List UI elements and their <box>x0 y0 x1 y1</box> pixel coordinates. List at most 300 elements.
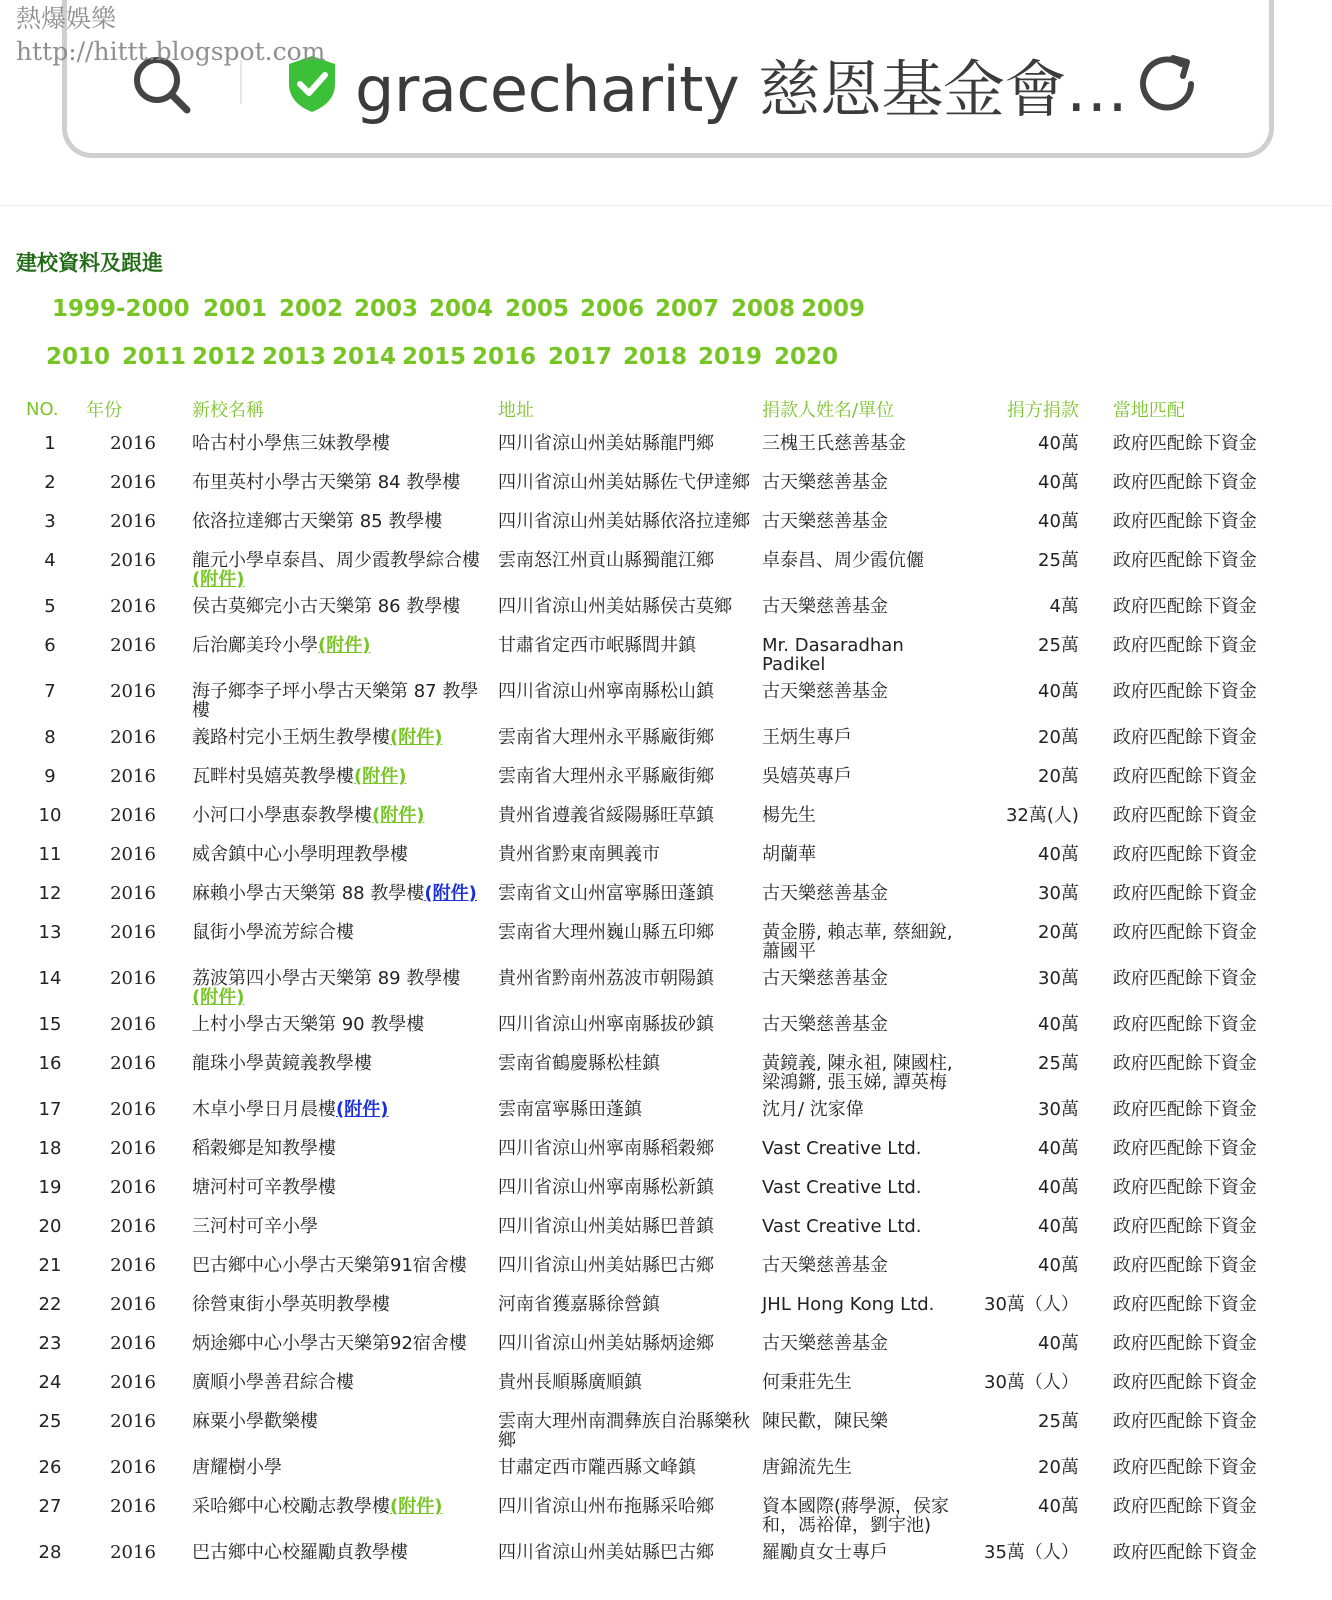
url-text[interactable]: gracecharity 慈恩基金會… <box>355 53 1128 126</box>
cell-no: 14 <box>38 968 62 989</box>
cell-match: 政府匹配餘下資金 <box>1112 805 1257 826</box>
reload-icon[interactable] <box>1133 50 1201 118</box>
cell-no: 17 <box>38 1099 62 1120</box>
table-row <box>20 759 1263 798</box>
cell-match: 政府匹配餘下資金 <box>1112 550 1257 571</box>
cell-match: 政府匹配餘下資金 <box>1112 883 1257 904</box>
cell-amount: 25萬 <box>1038 1053 1079 1074</box>
cell-address: 四川省涼山州美姑縣巴古鄉 <box>498 1255 714 1276</box>
cell-school-name <box>186 1326 492 1365</box>
cell-year: 2016 <box>110 1496 156 1517</box>
cell-donor: 古天樂慈善基金 <box>762 1255 888 1276</box>
cell-amount: 40萬 <box>1038 1496 1079 1517</box>
cell-no: 25 <box>38 1411 62 1432</box>
cell-amount: 40萬 <box>1038 844 1079 865</box>
year-link-2019[interactable]: 2019 <box>698 344 763 370</box>
school-name: 鼠街小學流芳綜合樓 <box>192 922 354 943</box>
year-link-2003[interactable]: 2003 <box>354 296 419 322</box>
table-row <box>20 1404 1263 1450</box>
year-link-2004[interactable]: 2004 <box>429 296 494 322</box>
cell-amount: 40萬 <box>1038 1333 1079 1354</box>
cell-no: 3 <box>44 511 56 532</box>
cell-match: 政府匹配餘下資金 <box>1112 1138 1257 1159</box>
cell-donor: 陳民歡，陳民樂 <box>762 1411 888 1432</box>
cell-amount: 20萬 <box>1038 727 1079 748</box>
cell-year: 2016 <box>110 1333 156 1354</box>
year-link-2012[interactable]: 2012 <box>192 344 257 370</box>
header-divider <box>0 205 1332 206</box>
attachment-link[interactable]: (附件) <box>354 766 407 787</box>
table-row <box>20 543 1263 589</box>
cell-donor: 古天樂慈善基金 <box>762 1333 888 1354</box>
school-name: 木卓小學日月晨樓 <box>192 1099 336 1120</box>
cell-address: 雲南省大理州永平縣廠街鄉 <box>498 766 714 787</box>
cell-year: 2016 <box>110 1138 156 1159</box>
cell-address: 貴州長順縣廣順鎮 <box>498 1372 642 1393</box>
cell-address: 四川省涼山州美姑縣侯古莫鄉 <box>498 596 732 617</box>
cell-year: 2016 <box>110 635 156 656</box>
cell-no: 11 <box>38 844 62 865</box>
table-row <box>20 426 1263 465</box>
school-name: 小河口小學惠泰教學樓 <box>192 805 372 826</box>
year-links-row-1 <box>52 296 1152 322</box>
cell-donor: 王炳生專戶 <box>762 727 852 748</box>
cell-amount: 40萬 <box>1038 472 1079 493</box>
cell-no: 26 <box>38 1457 62 1478</box>
cell-donor: 胡蘭華 <box>762 844 816 865</box>
cell-match: 政府匹配餘下資金 <box>1112 766 1257 787</box>
cell-match: 政府匹配餘下資金 <box>1112 511 1257 532</box>
table-row <box>20 1131 1263 1170</box>
cell-address: 雲南省大理州永平縣廠街鄉 <box>498 727 714 748</box>
cell-year: 2016 <box>110 1053 156 1074</box>
cell-school-name <box>186 876 492 915</box>
school-name: 巴古鄉中心小學古天樂第91宿舍樓 <box>192 1255 467 1276</box>
year-links-row-2 <box>46 344 1146 370</box>
cell-no: 13 <box>38 922 62 943</box>
cell-address: 四川省涼山州美姑縣依洛拉達鄉 <box>498 511 750 532</box>
cell-address: 四川省涼山州美姑縣巴普鎮 <box>498 1216 714 1237</box>
cell-amount: 40萬 <box>1038 1216 1079 1237</box>
cell-amount: 35萬（人） <box>984 1542 1079 1563</box>
col-header-name: 新校名稱 <box>192 400 264 421</box>
cell-match: 政府匹配餘下資金 <box>1112 1014 1257 1035</box>
cell-year: 2016 <box>110 727 156 748</box>
cell-school-name <box>186 759 492 798</box>
cell-year: 2016 <box>110 844 156 865</box>
table-row <box>20 674 1263 720</box>
cell-no: 12 <box>38 883 62 904</box>
cell-address: 雲南省鶴慶縣松桂鎮 <box>498 1053 660 1074</box>
cell-school-name <box>186 543 492 589</box>
cell-match: 政府匹配餘下資金 <box>1112 1457 1257 1478</box>
cell-no: 24 <box>38 1372 62 1393</box>
cell-year: 2016 <box>110 550 156 571</box>
cell-school-name <box>186 1046 492 1092</box>
cell-school-name <box>186 915 492 961</box>
cell-address: 雲南省大理州巍山縣五印鄉 <box>498 922 714 943</box>
cell-year: 2016 <box>110 681 156 702</box>
cell-match: 政府匹配餘下資金 <box>1112 844 1257 865</box>
year-link-2013[interactable]: 2013 <box>262 344 327 370</box>
cell-year: 2016 <box>110 1014 156 1035</box>
table-row <box>20 837 1263 876</box>
cell-school-name <box>186 1535 492 1574</box>
cell-donor: 古天樂慈善基金 <box>762 472 888 493</box>
cell-match: 政府匹配餘下資金 <box>1112 1294 1257 1315</box>
school-name: 荔波第四小學古天樂第 89 教學樓 <box>192 968 461 989</box>
cell-donor: 黃金勝, 賴志華, 蔡細銳, 蕭國平 <box>762 922 953 962</box>
cell-year: 2016 <box>110 511 156 532</box>
col-header-amount: 捐方捐款 <box>1006 400 1079 421</box>
cell-no: 8 <box>44 727 56 748</box>
table-row <box>20 1450 1263 1489</box>
cell-amount: 40萬 <box>1038 1255 1079 1276</box>
cell-donor: 羅勵貞女士專戶 <box>762 1542 888 1563</box>
school-name: 采哈鄉中心校勵志教學樓 <box>192 1496 390 1517</box>
cell-amount: 40萬 <box>1038 511 1079 532</box>
cell-donor: 古天樂慈善基金 <box>762 883 888 904</box>
school-name: 塘河村可辛教學樓 <box>192 1177 336 1198</box>
school-name: 廣順小學善君綜合樓 <box>192 1372 354 1393</box>
cell-match: 政府匹配餘下資金 <box>1112 1216 1257 1237</box>
cell-match: 政府匹配餘下資金 <box>1112 635 1257 656</box>
table-row <box>20 1365 1263 1404</box>
cell-match: 政府匹配餘下資金 <box>1112 1099 1257 1120</box>
watermark-line2: http://hittt.blogspot.com <box>16 37 326 66</box>
cell-address: 貴州省黔東南興義市 <box>498 844 660 865</box>
year-link-2008[interactable]: 2008 <box>731 296 796 322</box>
cell-school-name <box>186 798 492 837</box>
cell-no: 15 <box>38 1014 62 1035</box>
cell-match: 政府匹配餘下資金 <box>1112 1372 1257 1393</box>
school-name: 三河村可辛小學 <box>192 1216 318 1237</box>
cell-year: 2016 <box>110 968 156 989</box>
school-name: 威舍鎮中心小學明理教學樓 <box>192 844 408 865</box>
cell-donor: JHL Hong Kong Ltd. <box>762 1294 935 1315</box>
year-link-2001[interactable]: 2001 <box>203 296 268 322</box>
cell-donor: 卓泰昌、周少霞伉儷 <box>762 550 924 571</box>
cell-school-name <box>186 504 492 543</box>
table-row <box>20 1326 1263 1365</box>
cell-year: 2016 <box>110 766 156 787</box>
year-link-2009[interactable]: 2009 <box>801 296 866 322</box>
cell-address: 雲南大理州南澗彝族自治縣樂秋鄉 <box>498 1411 750 1451</box>
cell-school-name <box>186 426 492 465</box>
cell-amount: 30萬（人） <box>984 1294 1079 1315</box>
cell-donor: Vast Creative Ltd. <box>762 1138 922 1159</box>
table-row <box>20 876 1263 915</box>
cell-donor: 沈月/ 沈家偉 <box>762 1099 864 1120</box>
cell-match: 政府匹配餘下資金 <box>1112 727 1257 748</box>
cell-address: 四川省涼山州美姑縣龍門鄉 <box>498 433 714 454</box>
cell-match: 政府匹配餘下資金 <box>1112 433 1257 454</box>
cell-match: 政府匹配餘下資金 <box>1112 1411 1257 1432</box>
cell-donor: 古天樂慈善基金 <box>762 1014 888 1035</box>
cell-school-name <box>186 961 492 1007</box>
cell-donor: 古天樂慈善基金 <box>762 968 888 989</box>
cell-no: 5 <box>44 596 56 617</box>
table-row <box>20 465 1263 504</box>
cell-match: 政府匹配餘下資金 <box>1112 968 1257 989</box>
table-header-row <box>20 392 1263 426</box>
cell-amount: 40萬 <box>1038 433 1079 454</box>
cell-donor: Vast Creative Ltd. <box>762 1177 922 1198</box>
cell-address: 四川省涼山州寧南縣拔砂鎮 <box>498 1014 714 1035</box>
school-name: 麻賴小學古天樂第 88 教學樓 <box>192 883 425 904</box>
attachment-link[interactable]: (附件) <box>372 805 425 826</box>
cell-no: 4 <box>44 550 56 571</box>
school-name: 麻粟小學歡樂樓 <box>192 1411 318 1432</box>
cell-year: 2016 <box>110 1216 156 1237</box>
cell-donor: 三槐王氏慈善基金 <box>762 433 906 454</box>
year-link-2018[interactable]: 2018 <box>623 344 688 370</box>
table-row <box>20 1046 1263 1092</box>
table-row <box>20 1248 1263 1287</box>
year-link-2002[interactable]: 2002 <box>279 296 344 322</box>
cell-donor: 唐錦流先生 <box>762 1457 852 1478</box>
school-name: 義路村完小王炳生教學樓 <box>192 727 390 748</box>
cell-donor: 資本國際(蔣學源，侯家和，馮裕偉，劉宇池) <box>762 1496 950 1536</box>
cell-no: 1 <box>44 433 56 454</box>
cell-school-name <box>186 1131 492 1170</box>
table-row <box>20 1007 1263 1046</box>
cell-no: 21 <box>38 1255 62 1276</box>
cell-no: 10 <box>38 805 62 826</box>
cell-amount: 40萬 <box>1038 1014 1079 1035</box>
cell-amount: 4萬 <box>1049 596 1079 617</box>
cell-year: 2016 <box>110 433 156 454</box>
cell-donor: Mr. Dasaradhan Padikel <box>762 635 904 675</box>
cell-school-name <box>186 1007 492 1046</box>
cell-address: 雲南怒江州貢山縣獨龍江鄉 <box>498 550 714 571</box>
cell-no: 20 <box>38 1216 62 1237</box>
cell-amount: 20萬 <box>1038 766 1079 787</box>
cell-amount: 25萬 <box>1038 1411 1079 1432</box>
school-name: 炳途鄉中心小學古天樂第92宿舍樓 <box>192 1333 467 1354</box>
cell-donor: 吳嬉英專戶 <box>762 766 852 787</box>
cell-school-name <box>186 720 492 759</box>
cell-match: 政府匹配餘下資金 <box>1112 681 1257 702</box>
table-row <box>20 1209 1263 1248</box>
cell-no: 19 <box>38 1177 62 1198</box>
cell-amount: 20萬 <box>1038 922 1079 943</box>
table-row <box>20 1092 1263 1131</box>
cell-address: 雲南富寧縣田蓬鎮 <box>498 1099 642 1120</box>
cell-match: 政府匹配餘下資金 <box>1112 1496 1257 1517</box>
cell-amount: 40萬 <box>1038 1177 1079 1198</box>
cell-address: 甘肅省定西市岷縣閭井鎮 <box>498 635 696 656</box>
cell-year: 2016 <box>110 1294 156 1315</box>
cell-school-name <box>186 1248 492 1287</box>
table-row <box>20 915 1263 961</box>
col-header-match: 當地匹配 <box>1112 400 1185 421</box>
cell-amount: 20萬 <box>1038 1457 1079 1478</box>
cell-school-name <box>186 1404 492 1450</box>
cell-no: 16 <box>38 1053 62 1074</box>
cell-donor: Vast Creative Ltd. <box>762 1216 922 1237</box>
col-header-donor: 捐款人姓名/單位 <box>762 400 895 421</box>
school-name: 瓦畔村吳嬉英教學樓 <box>192 766 354 787</box>
table-row <box>20 1489 1263 1535</box>
cell-year: 2016 <box>110 805 156 826</box>
cell-school-name <box>186 1287 492 1326</box>
year-link-2015[interactable]: 2015 <box>402 344 467 370</box>
cell-year: 2016 <box>110 472 156 493</box>
table-row <box>20 1170 1263 1209</box>
attachment-link[interactable]: (附件) <box>318 635 371 656</box>
table-row <box>20 504 1263 543</box>
cell-address: 四川省涼山州美姑縣巴古鄉 <box>498 1542 714 1563</box>
school-name: 布里英村小學古天樂第 84 教學樓 <box>192 472 461 493</box>
cell-match: 政府匹配餘下資金 <box>1112 1255 1257 1276</box>
school-name: 侯古莫鄉完小古天樂第 86 教學樓 <box>192 596 461 617</box>
cell-school-name <box>186 1209 492 1248</box>
school-name: 徐營東街小學英明教學樓 <box>192 1294 390 1315</box>
cell-donor: 古天樂慈善基金 <box>762 681 888 702</box>
cell-amount: 25萬 <box>1038 550 1079 571</box>
cell-address: 四川省涼山州美姑縣炳途鄉 <box>498 1333 714 1354</box>
year-link-2016[interactable]: 2016 <box>472 344 537 370</box>
cell-amount: 30萬 <box>1038 1099 1079 1120</box>
cell-no: 9 <box>44 766 56 787</box>
cell-address: 四川省涼山州美姑縣佐弋伊達鄉 <box>498 472 750 493</box>
cell-year: 2016 <box>110 1411 156 1432</box>
school-name: 哈古村小學焦三妹教學樓 <box>192 433 390 454</box>
cell-school-name <box>186 674 492 720</box>
cell-donor: 黃鏡義, 陳永祖, 陳國柱, 梁鴻鏘, 張玉娣, 譚英梅 <box>762 1053 953 1093</box>
school-name: 上村小學古天樂第 90 教學樓 <box>192 1014 425 1035</box>
cell-address: 甘肅定西市隴西縣文峰鎮 <box>498 1457 696 1478</box>
cell-school-name <box>186 1450 492 1489</box>
school-name: 依洛拉達鄉古天樂第 85 教學樓 <box>192 511 443 532</box>
cell-address: 貴州省黔南州荔波市朝陽鎮 <box>498 968 714 989</box>
cell-no: 23 <box>38 1333 62 1354</box>
table-row <box>20 589 1263 628</box>
school-name: 龍元小學卓泰昌、周少霞教學綜合樓 <box>192 550 480 571</box>
cell-school-name <box>186 1489 492 1535</box>
attachment-link[interactable]: (附件) <box>336 1099 389 1120</box>
school-name: 海子鄉李子坪小學古天樂第 87 教學樓 <box>192 681 479 721</box>
cell-donor: 古天樂慈善基金 <box>762 511 888 532</box>
school-name: 巴古鄉中心校羅勵貞教學樓 <box>192 1542 408 1563</box>
cell-amount: 40萬 <box>1038 1138 1079 1159</box>
cell-amount: 32萬(人) <box>1005 805 1079 826</box>
attachment-link[interactable]: (附件) <box>192 987 245 1008</box>
cell-match: 政府匹配餘下資金 <box>1112 1542 1257 1563</box>
col-header-address: 地址 <box>498 400 534 421</box>
cell-match: 政府匹配餘下資金 <box>1112 472 1257 493</box>
col-header-no: NO. <box>26 398 59 420</box>
year-link-2020[interactable]: 2020 <box>774 344 839 370</box>
attachment-link[interactable]: (附件) <box>192 569 245 590</box>
year-link-2011[interactable]: 2011 <box>122 344 187 370</box>
school-name: 龍珠小學黃鏡義教學樓 <box>192 1053 372 1074</box>
table-row <box>20 628 1263 674</box>
year-link-2014[interactable]: 2014 <box>332 344 397 370</box>
cell-school-name <box>186 1092 492 1131</box>
cell-school-name <box>186 589 492 628</box>
cell-match: 政府匹配餘下資金 <box>1112 1333 1257 1354</box>
cell-address: 四川省涼山州寧南縣稻穀鄉 <box>498 1138 714 1159</box>
cell-year: 2016 <box>110 1177 156 1198</box>
cell-year: 2016 <box>110 596 156 617</box>
cell-no: 18 <box>38 1138 62 1159</box>
cell-address: 河南省獲嘉縣徐營鎮 <box>498 1294 660 1315</box>
cell-match: 政府匹配餘下資金 <box>1112 1177 1257 1198</box>
cell-no: 27 <box>38 1496 62 1517</box>
cell-donor: 楊先生 <box>762 805 816 826</box>
school-name: 后治鄺美玲小學 <box>192 635 318 656</box>
school-name: 唐耀樹小學 <box>192 1457 282 1478</box>
cell-year: 2016 <box>110 1542 156 1563</box>
cell-school-name <box>186 837 492 876</box>
section-title: 建校資料及跟進 <box>16 251 163 275</box>
cell-no: 6 <box>44 635 56 656</box>
col-header-year: 年份 <box>86 400 122 421</box>
cell-amount: 30萬 <box>1038 968 1079 989</box>
attachment-link[interactable]: (附件) <box>390 1496 443 1517</box>
year-link-1999-2000[interactable]: 1999-2000 <box>52 296 190 322</box>
cell-address: 四川省涼山州寧南縣松山鎮 <box>498 681 714 702</box>
table-row <box>20 720 1263 759</box>
cell-amount: 30萬 <box>1038 883 1079 904</box>
cell-year: 2016 <box>110 1457 156 1478</box>
year-link-2006[interactable]: 2006 <box>580 296 645 322</box>
cell-year: 2016 <box>110 1255 156 1276</box>
cell-year: 2016 <box>110 1099 156 1120</box>
cell-school-name <box>186 628 492 674</box>
year-link-2007[interactable]: 2007 <box>655 296 720 322</box>
cell-school-name <box>186 465 492 504</box>
attachment-link[interactable]: (附件) <box>390 727 443 748</box>
cell-amount: 30萬（人） <box>984 1372 1079 1393</box>
cell-donor: 何秉莊先生 <box>762 1372 852 1393</box>
cell-year: 2016 <box>110 883 156 904</box>
cell-school-name <box>186 1170 492 1209</box>
cell-year: 2016 <box>110 1372 156 1393</box>
cell-match: 政府匹配餘下資金 <box>1112 596 1257 617</box>
watermark-line1: 熱爆娛樂 <box>16 4 117 33</box>
cell-match: 政府匹配餘下資金 <box>1112 922 1257 943</box>
year-link-2005[interactable]: 2005 <box>505 296 570 322</box>
year-link-2017[interactable]: 2017 <box>548 344 613 370</box>
cell-donor: 古天樂慈善基金 <box>762 596 888 617</box>
year-link-2010[interactable]: 2010 <box>46 344 111 370</box>
cell-amount: 40萬 <box>1038 681 1079 702</box>
cell-amount: 25萬 <box>1038 635 1079 656</box>
cell-match: 政府匹配餘下資金 <box>1112 1053 1257 1074</box>
cell-address: 雲南省文山州富寧縣田蓬鎮 <box>498 883 714 904</box>
cell-no: 7 <box>44 681 56 702</box>
watermark <box>16 2 325 68</box>
cell-address: 貴州省遵義省綏陽縣旺草鎮 <box>498 805 714 826</box>
cell-year: 2016 <box>110 922 156 943</box>
cell-no: 2 <box>44 472 56 493</box>
table-row <box>20 798 1263 837</box>
cell-address: 四川省涼山州寧南縣松新鎮 <box>498 1177 714 1198</box>
table-row <box>20 1535 1263 1574</box>
table-row <box>20 1287 1263 1326</box>
cell-school-name <box>186 1365 492 1404</box>
attachment-link[interactable]: (附件) <box>424 883 477 904</box>
school-name: 稻穀鄉是知教學樓 <box>192 1138 336 1159</box>
cell-no: 28 <box>38 1542 62 1563</box>
school-table <box>20 392 1263 1574</box>
cell-no: 22 <box>38 1294 62 1315</box>
table-row <box>20 961 1263 1007</box>
cell-address: 四川省涼山州布拖縣采哈鄉 <box>498 1496 714 1517</box>
